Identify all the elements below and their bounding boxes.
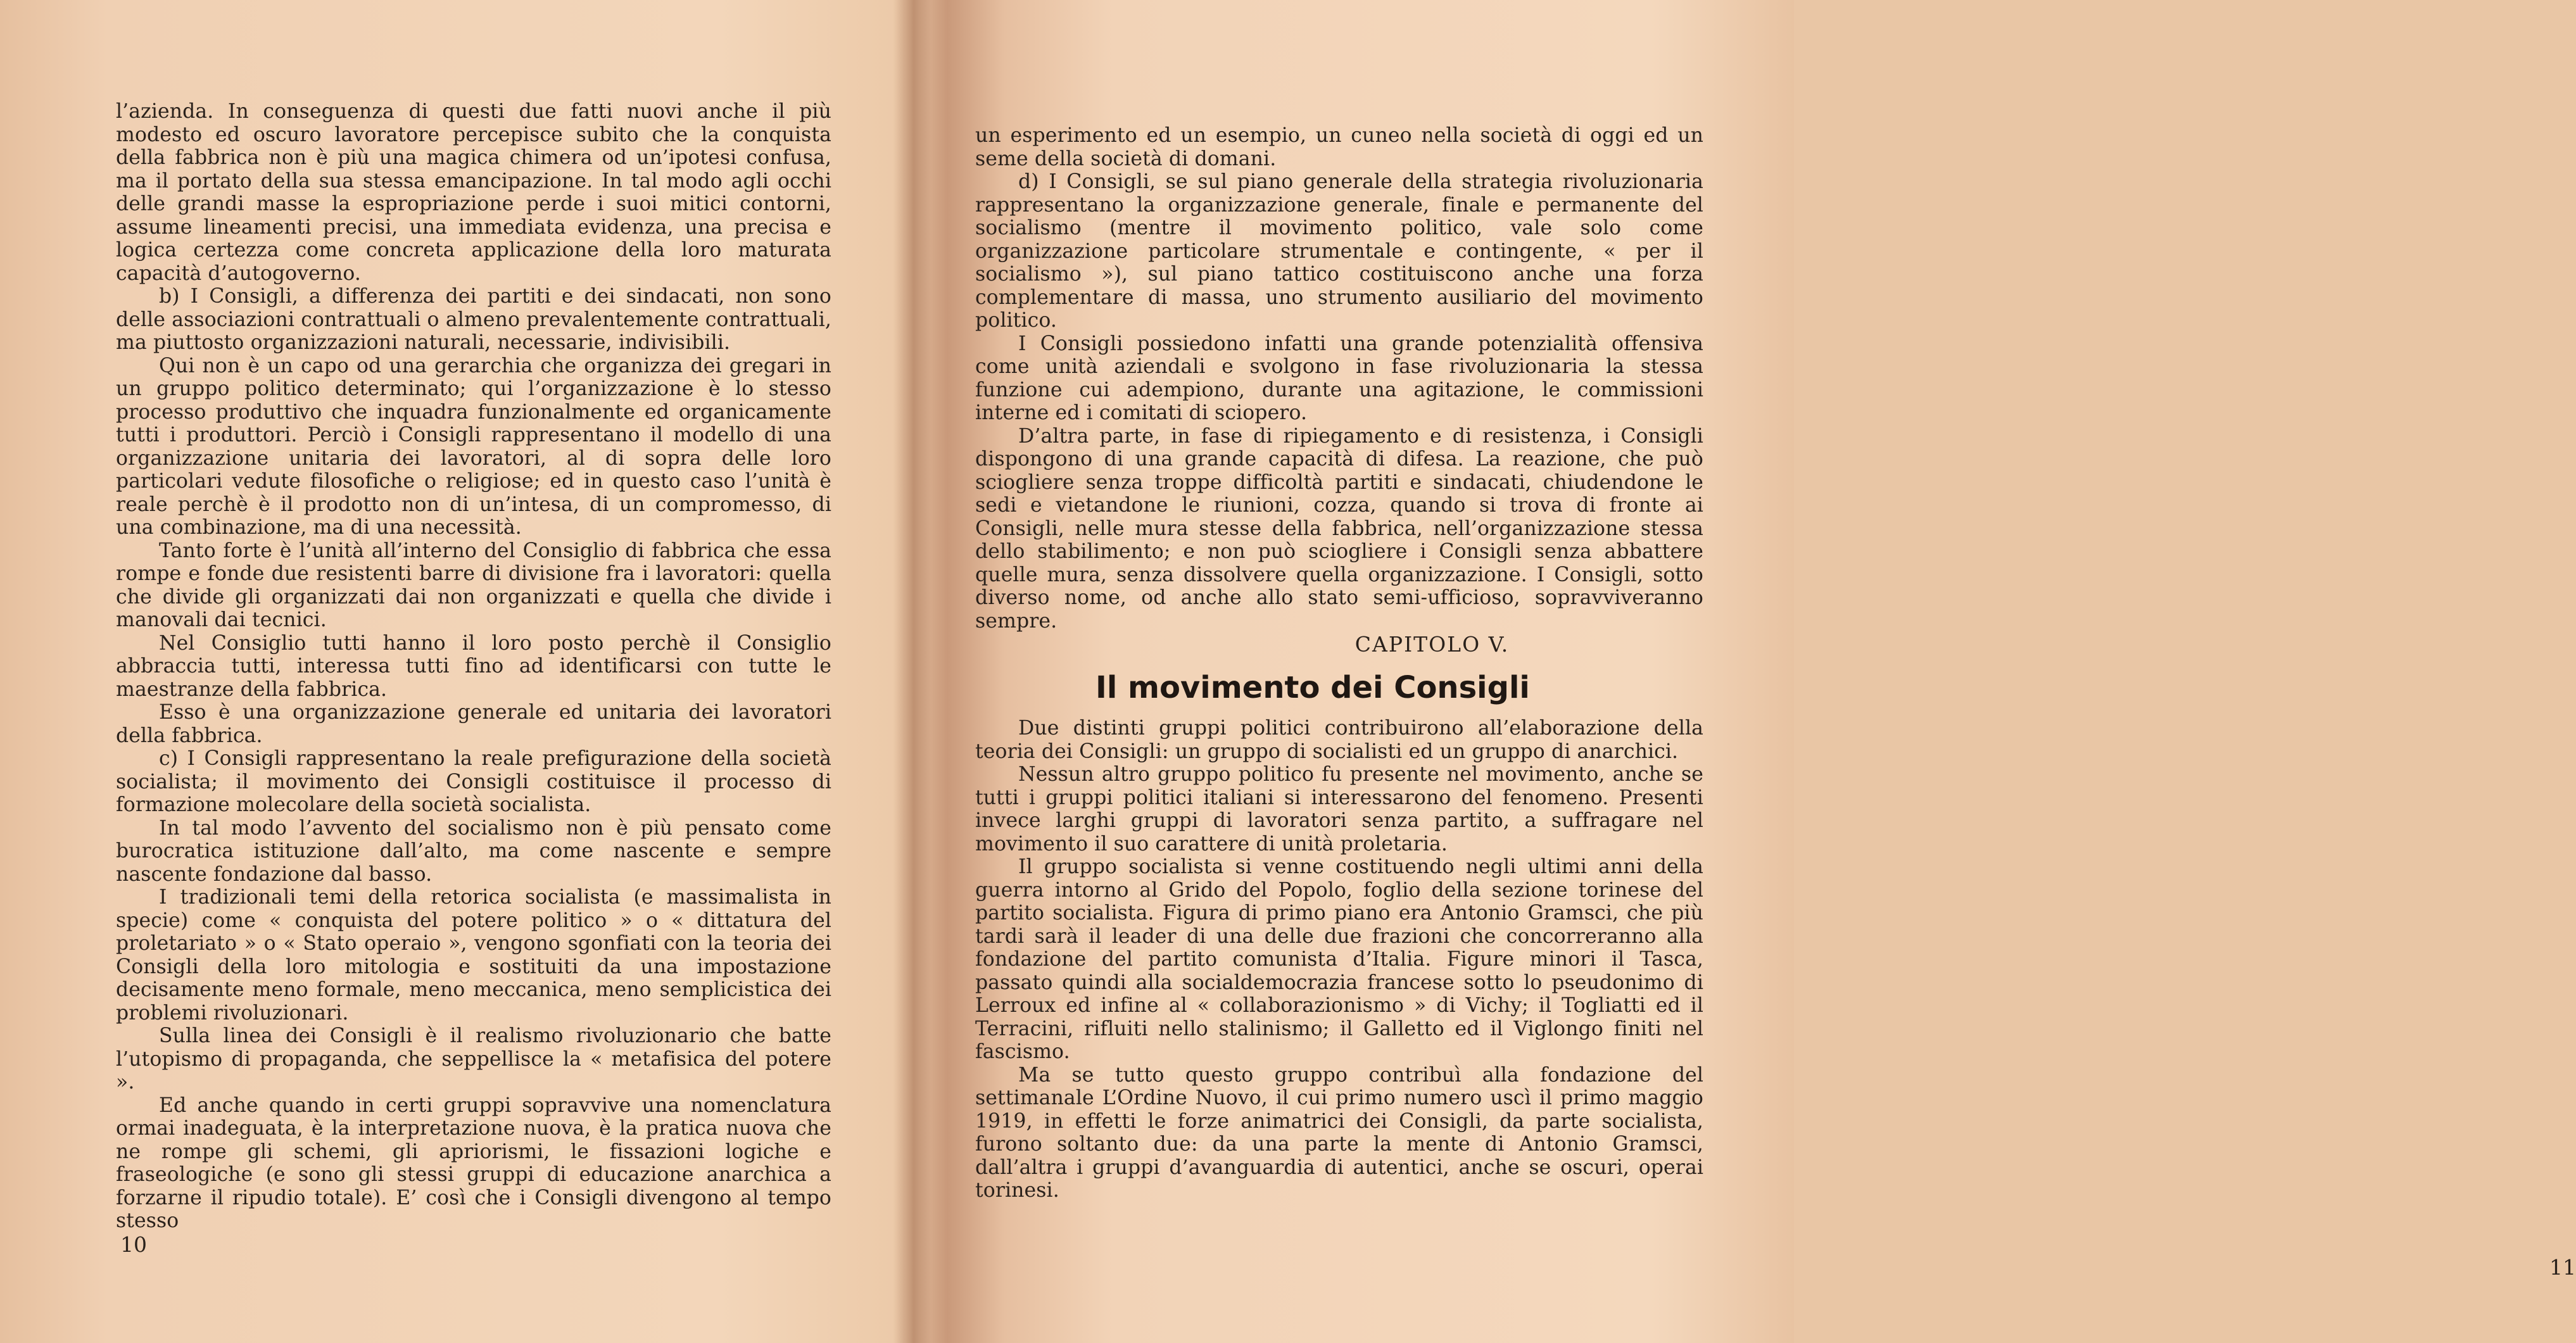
paragraph: c) I Consigli rappresentano la reale prefigurazione della società socialista; il movimento dei Consigli costituisce il processo di formazione molecolare della società socialista.	[116, 747, 831, 816]
page-number: 10	[120, 1232, 147, 1257]
paragraph: b) I Consigli, a differenza dei partiti e dei sindacati, non sono delle associazioni contrattuali o almeno prevalentemente contrattuali, ma piuttosto organizzazioni naturali, necessarie, indivisibili.	[116, 285, 831, 354]
paragraph: Ed anche quando in certi gruppi sopravvive una nomenclatura ormai inadeguata, è la interpretazione nuova, è la pratica nuova che ne rompe gli schemi, gli apriorismi, le fissazioni logiche e fraseologiche (e sono gli stessi gruppi di educazione anarchica a forzarne il ripudio totale). E’ così che i Consigli divengono al tempo stesso	[116, 1094, 831, 1232]
chapter-label-text: CAPITOLO V.	[1354, 632, 1510, 657]
paragraph: Qui non è un capo od una gerarchia che organizza dei gregari in un gruppo politico determinato; qui l’organizzazione è lo stesso processo produttivo che inquadra funzionalmente ed organicamente tutti i produttori. Perciò i Consigli rappresentano il modello di una organizzazione unitaria dei lavoratori, al di sopra delle loro particolari vedute filosofiche o religiose; ed in questo caso l’unità è reale perchè è il prodotto non di un’intesa, di un compromesso, di una combinazione, ma di una necessità.	[116, 354, 831, 539]
paragraph: Nessun altro gruppo politico fu presente nel movimento, anche se tutti i gruppi politici italiani si interessarono del fenomeno. Presenti invece larghi gruppi di lavoratori senza partito, a suffragare nel movimento il suo carattere di unità proletaria.	[975, 763, 1703, 855]
paragraph: d) I Consigli, se sul piano generale della strategia rivoluzionaria rappresentano la organizzazione generale, finale e permanente del socialismo (mentre il movimento politico, vale solo come organizzazione particolare strumentale e contingente, « per il socialismo »), sul piano tattico costituiscono anche una forza complementare di massa, uno strumento ausiliario del movimento politico.	[975, 170, 1703, 332]
paragraph: un esperimento ed un esempio, un cuneo nella società di oggi ed un seme della società di domani.	[975, 124, 1703, 170]
paragraph: Il gruppo socialista si venne costituendo negli ultimi anni della guerra intorno al Grido del Popolo, foglio della sezione torinese del partito socialista. Figura di primo piano era Antonio Gramsci, che più tardi sarà il leader di una delle due frazioni che concorreranno alla fondazione del partito comunista d’Italia. Figure minori il Tasca, passato quindi alla socialdemocrazia francese sotto lo pseudonimo di Lerroux ed infine al « collaborazionismo » di Vichy; il Togliatti ed il Terracini, rifluiti nello stalinismo; il Galletto ed il Viglongo finiti nel fascismo.	[975, 855, 1703, 1063]
paragraph: Due distinti gruppi politici contribuirono all’elaborazione della teoria dei Consigli: un gruppo di socialisti ed un gruppo di anarchici.	[975, 717, 1703, 763]
chapter-title-text: Il movimento dei Consigli	[1095, 670, 1530, 705]
paragraph: Esso è una organizzazione generale ed unitaria dei lavoratori della fabbrica.	[116, 701, 831, 747]
paragraph: l’azienda. In conseguenza di questi due fatti nuovi anche il più modesto ed oscuro lavoratore percepisce subito che la conquista della fabbrica non è più una magica chimera od un’ipotesi confusa, ma il portato della sua stessa emancipazione. In tal modo agli occhi delle grandi masse la espropriazione perde i suoi mitici contorni, assume lineamenti precisi, una immediata evidenza, una precisa e logica certezza come concreta applicazione della loro maturata capacità d’autogoverno.	[116, 100, 831, 285]
paragraph: I Consigli possiedono infatti una grande potenzialità offensiva come unità aziendali e svolgono in fase rivoluzionaria la stessa funzione cui adempiono, durante una agitazione, le commissioni interne ed i comitati di sciopero.	[975, 332, 1703, 424]
right-page-text-bottom	[975, 717, 1703, 1202]
chapter-label	[899, 632, 1794, 657]
right-page-text-top	[975, 124, 1703, 633]
paragraph: D’altra parte, in fase di ripiegamento e di resistenza, i Consigli dispongono di una grande capacità di difesa. La reazione, che può sciogliere senza troppe difficoltà partiti e sindacati, chiudendone le sedi e vietandone le riunioni, cozza, quando si trova di fronte ai Consigli, nelle mura stesse della fabbrica, nell’organizzazione stessa dello stabilimento; e non può sciogliere i Consigli senza abbattere quelle mura, senza dissolvere quella organizzazione. I Consigli, sotto diverso nome, od anche allo stato semi-ufficioso, sopravviveranno sempre.	[975, 424, 1703, 633]
paragraph: Sulla linea dei Consigli è il realismo rivoluzionario che batte l’utopismo di propaganda, che seppellisce la « metafisica del potere ».	[116, 1025, 831, 1094]
left-page-text	[116, 100, 831, 1233]
paragraph: Ma se tutto questo gruppo contribuì alla fondazione del settimanale L’Ordine Nuovo, il cui primo numero uscì il primo maggio 1919, in effetti le forze animatrici dei Consigli, da parte socialista, furono soltanto due: da una parte la mente di Antonio Gramsci, dall’altra i gruppi d’avanguardia di autentici, anche se oscuri, operai torinesi.	[975, 1063, 1703, 1202]
page-number: 11	[2549, 1255, 2576, 1280]
paragraph: In tal modo l’avvento del socialismo non è più pensato come burocratica istituzione dall’alto, ma come nascente e sempre nascente fondazione dal basso.	[116, 816, 831, 886]
paragraph: Tanto forte è l’unità all’interno del Consiglio di fabbrica che essa rompe e fonde due resistenti barre di divisione fra i lavoratori: quella che divide gli organizzati dai non organizzati e quella che divide i manovali dai tecnici.	[116, 539, 831, 631]
paragraph: I tradizionali temi della retorica socialista (e massimalista in specie) come « conquista del potere politico » o « dittatura del proletariato » o « Stato operaio », vengono sgonfiati con la teoria dei Consigli della loro mitologia e sostituiti da una impostazione decisamente meno formale, meno meccanica, meno semplicistica dei problemi rivoluzionari.	[116, 886, 831, 1025]
chapter-title	[899, 670, 1794, 705]
paragraph: Nel Consiglio tutti hanno il loro posto perchè il Consiglio abbraccia tutti, interessa tutti fino ad identificarsi con tutte le maestranze della fabbrica.	[116, 631, 831, 701]
left-page	[0, 0, 899, 1343]
